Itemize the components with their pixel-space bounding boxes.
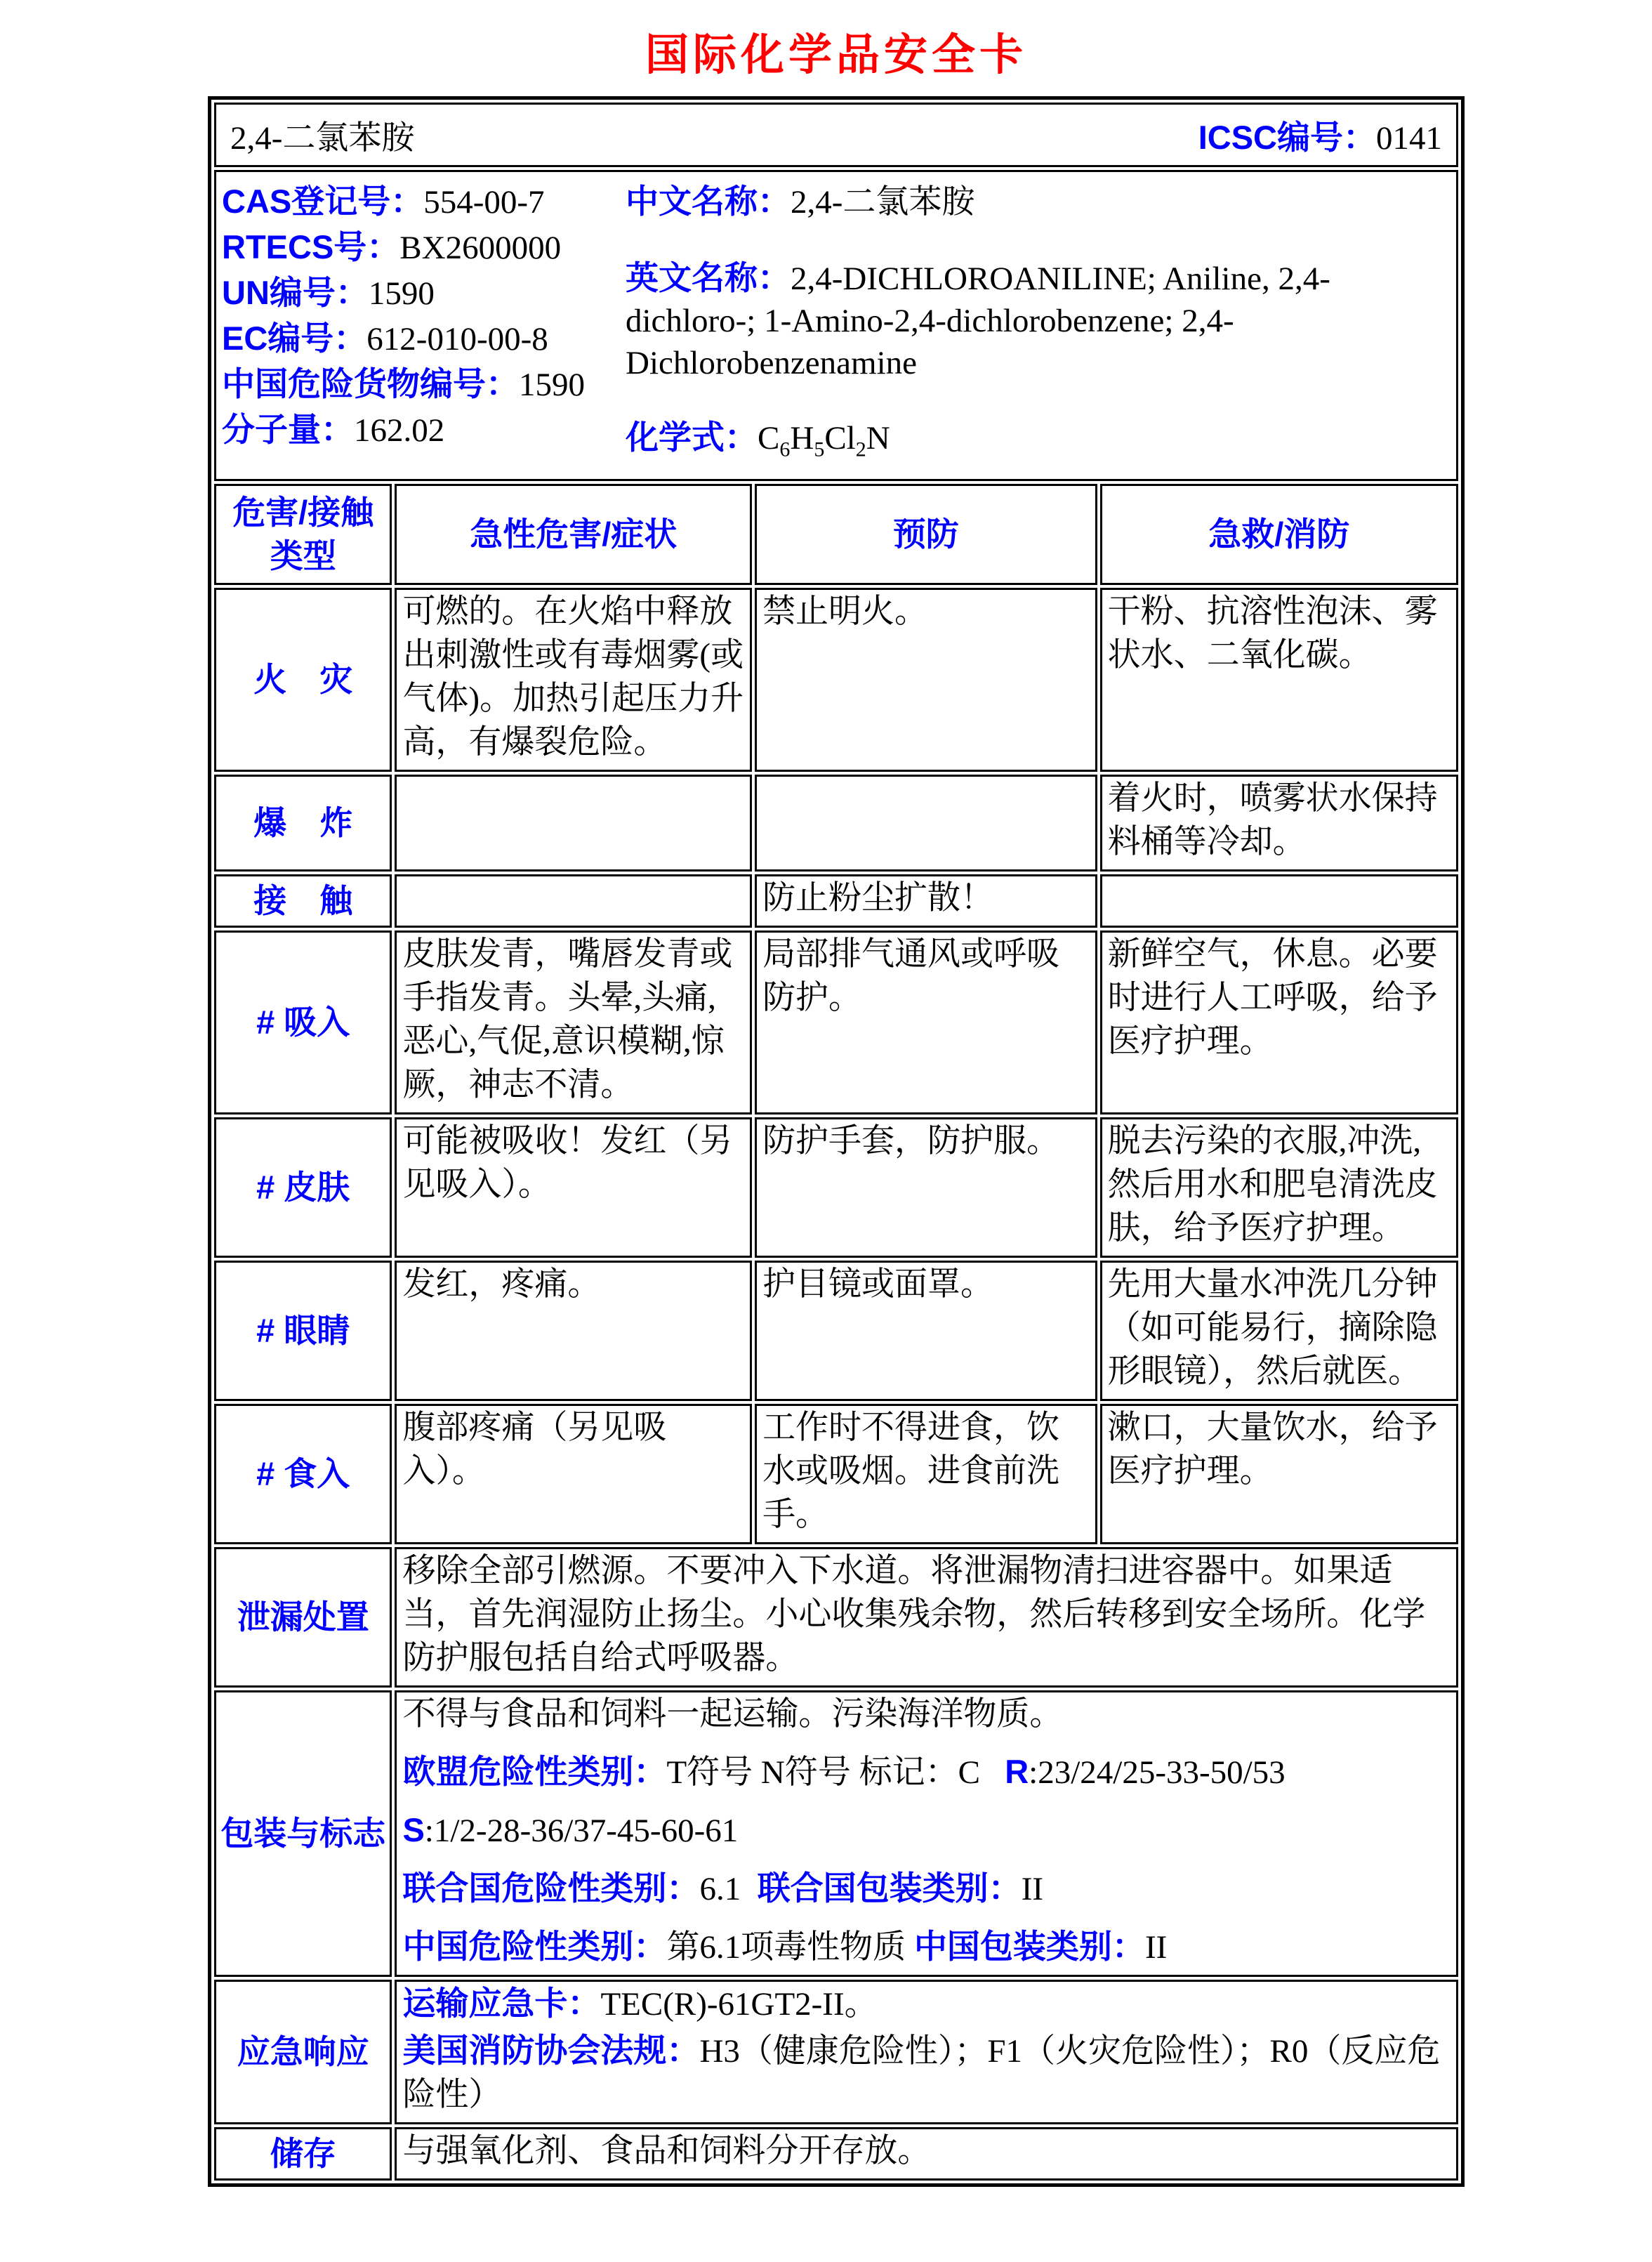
- chemical-formula-line: 化学式：$C_6H_5Cl_2N$: [626, 419, 890, 461]
- row-label-ingestion: # 食入: [214, 1404, 392, 1544]
- row-label-fire: 火 灾: [214, 588, 392, 772]
- inhalation-prevention: 局部排气通风或呼吸防护。: [755, 931, 1097, 1114]
- china-class-line: 中国危险性类别：第6.1项毒性物质 中国包装类别：II: [402, 1928, 1168, 1966]
- china-dg-number-line: 中国危险货物编号：1590: [222, 365, 585, 403]
- cas-number-line: CAS登记号：554-00-7: [222, 183, 545, 221]
- hazard-row-explosion: [214, 775, 1458, 872]
- transport-emergency-card-line: 运输应急卡：TEC(R)-61GT2-II。: [402, 1985, 878, 2023]
- explosion-firstaid: 着火时，喷雾状水保持料桶等冷却。: [1100, 775, 1458, 872]
- row-label-skin: # 皮肤: [214, 1117, 392, 1258]
- hazard-row-eyes: [214, 1261, 1458, 1401]
- chemical-formula: $C_6H_5Cl_2N$: [758, 420, 890, 461]
- row-label-inhalation: # 吸入: [214, 931, 392, 1114]
- chemical-names: [626, 179, 1451, 472]
- fire-prevention: 禁止明火。: [755, 588, 1097, 772]
- packaging-labelling-content: [395, 1690, 1458, 1977]
- explosion-symptoms: [395, 775, 752, 872]
- un-class-line: 联合国危险性类别：6.1 联合国包装类别：II: [402, 1869, 1043, 1908]
- chemical-name: 2,4-二氯苯胺: [230, 119, 415, 157]
- page-title: 国际化学品安全卡: [645, 32, 1027, 79]
- column-header-symptoms: 急性危害/症状: [395, 484, 752, 585]
- hazard-header-row: [214, 484, 1458, 585]
- inhalation-firstaid: 新鲜空气，休息。必要时进行人工呼吸，给予医疗护理。: [1100, 931, 1458, 1114]
- contact-firstaid: [1100, 874, 1458, 928]
- row-label-eyes: # 眼睛: [214, 1261, 392, 1401]
- eu-hazard-class-line: 欧盟危险性类别：T符号 N符号 标记：C R:23/24/25-33-50/53: [402, 1753, 1286, 1791]
- skin-prevention: 防护手套，防护服。: [755, 1117, 1097, 1258]
- fire-symptoms: 可燃的。在火焰中释放出刺激性或有毒烟雾(或气体)。加热引起压力升高，有爆裂危险。: [395, 588, 752, 772]
- icsc-label: ICSC编号：: [1198, 118, 1376, 156]
- ingestion-symptoms: 腹部疼痛（另见吸入）。: [395, 1404, 752, 1544]
- column-header-firstaid: 急救/消防: [1100, 484, 1458, 585]
- emergency-response-row: [214, 1980, 1458, 2124]
- transport-note: 不得与食品和饲料一起运输。污染海洋物质。: [402, 1696, 1063, 1733]
- explosion-prevention: [755, 775, 1097, 872]
- icsc-number-group: [1198, 112, 1442, 159]
- ingestion-prevention: 工作时不得进食，饮水或吸烟。进食前洗手。: [755, 1404, 1097, 1544]
- hazard-row-ingestion: [214, 1404, 1458, 1544]
- contact-prevention: 防止粉尘扩散！: [755, 874, 1097, 928]
- ec-number-line: EC编号：612-010-00-8: [222, 320, 548, 357]
- chinese-name-line: 中文名称：2,4-二氯苯胺: [626, 183, 975, 221]
- storage-row: [214, 2127, 1458, 2181]
- spill-disposal-row: [214, 1547, 1458, 1688]
- storage-text: 与强氧化剂、食品和饲料分开存放。: [395, 2127, 1458, 2181]
- card-name-cell: [214, 103, 1458, 167]
- row-label-emergency: 应急响应: [214, 1980, 392, 2124]
- skin-symptoms: 可能被吸收！发红（另见吸入）。: [395, 1117, 752, 1258]
- skin-firstaid: 脱去污染的衣服,冲洗,然后用水和肥皂清洗皮肤，给予医疗护理。: [1100, 1117, 1458, 1258]
- eyes-firstaid: 先用大量水冲洗几分钟（如可能易行，摘除隐形眼镜），然后就医。: [1100, 1261, 1458, 1401]
- safety-phrases-line: S:1/2-28-36/37-45-60-61: [402, 1811, 739, 1850]
- spill-disposal-text: 移除全部引燃源。不要冲入下水道。将泄漏物清扫进容器中。如果适当，首先润湿防止扬尘。小心收集残余物，然后转移到安全场所。化学防护服包括自给式呼吸器。: [395, 1547, 1458, 1688]
- emergency-response-content: [395, 1980, 1458, 2124]
- contact-symptoms: [395, 874, 752, 928]
- registry-numbers: [222, 179, 626, 472]
- hazard-row-skin: [214, 1117, 1458, 1258]
- identifier-cell: [214, 170, 1458, 481]
- molecular-weight-line: 分子量：162.02: [222, 411, 445, 449]
- identifier-row: [214, 170, 1458, 481]
- fire-firstaid: 干粉、抗溶性泡沫、雾状水、二氧化碳。: [1100, 588, 1458, 772]
- row-label-explosion: 爆 炸: [214, 775, 392, 872]
- un-number-line: UN编号：1590: [222, 274, 435, 312]
- column-header-prevention: 预防: [755, 484, 1097, 585]
- packaging-labelling-row: [214, 1690, 1458, 1977]
- icsc-number: 0141: [1376, 119, 1442, 157]
- eyes-symptoms: 发红，疼痛。: [395, 1261, 752, 1401]
- english-name-line: 英文名称：2,4-DICHLOROANILINE; Aniline, 2,4-dichloro-; 1-Amino-2,4-dichlorobenzene; 2,4-Dichlorobenzenamine: [626, 259, 1330, 381]
- safety-card-table: [208, 96, 1465, 2187]
- row-label-packaging: 包装与标志: [214, 1690, 392, 1977]
- row-label-contact: 接 触: [214, 874, 392, 928]
- nfpa-code-line: 美国消防协会法规：H3（健康危险性）；F1（火灾危险性）；R0（反应危险性）: [402, 2032, 1441, 2114]
- hazard-row-inhalation: [214, 931, 1458, 1114]
- hazard-row-contact: [214, 874, 1458, 928]
- rtecs-number-line: RTECS号：BX2600000: [222, 228, 562, 266]
- column-header-hazard-type: 危害/接触类型: [214, 484, 392, 585]
- card-name-row: [214, 103, 1458, 167]
- hazard-row-fire: [214, 588, 1458, 772]
- ingestion-firstaid: 漱口，大量饮水，给予医疗护理。: [1100, 1404, 1458, 1544]
- inhalation-symptoms: 皮肤发青，嘴唇发青或手指发青。头晕,头痛,恶心,气促,意识模糊,惊厥，神志不清。: [395, 931, 752, 1114]
- row-label-storage: 储存: [214, 2127, 392, 2181]
- eyes-prevention: 护目镜或面罩。: [755, 1261, 1097, 1401]
- row-label-spill-disposal: 泄漏处置: [214, 1547, 392, 1688]
